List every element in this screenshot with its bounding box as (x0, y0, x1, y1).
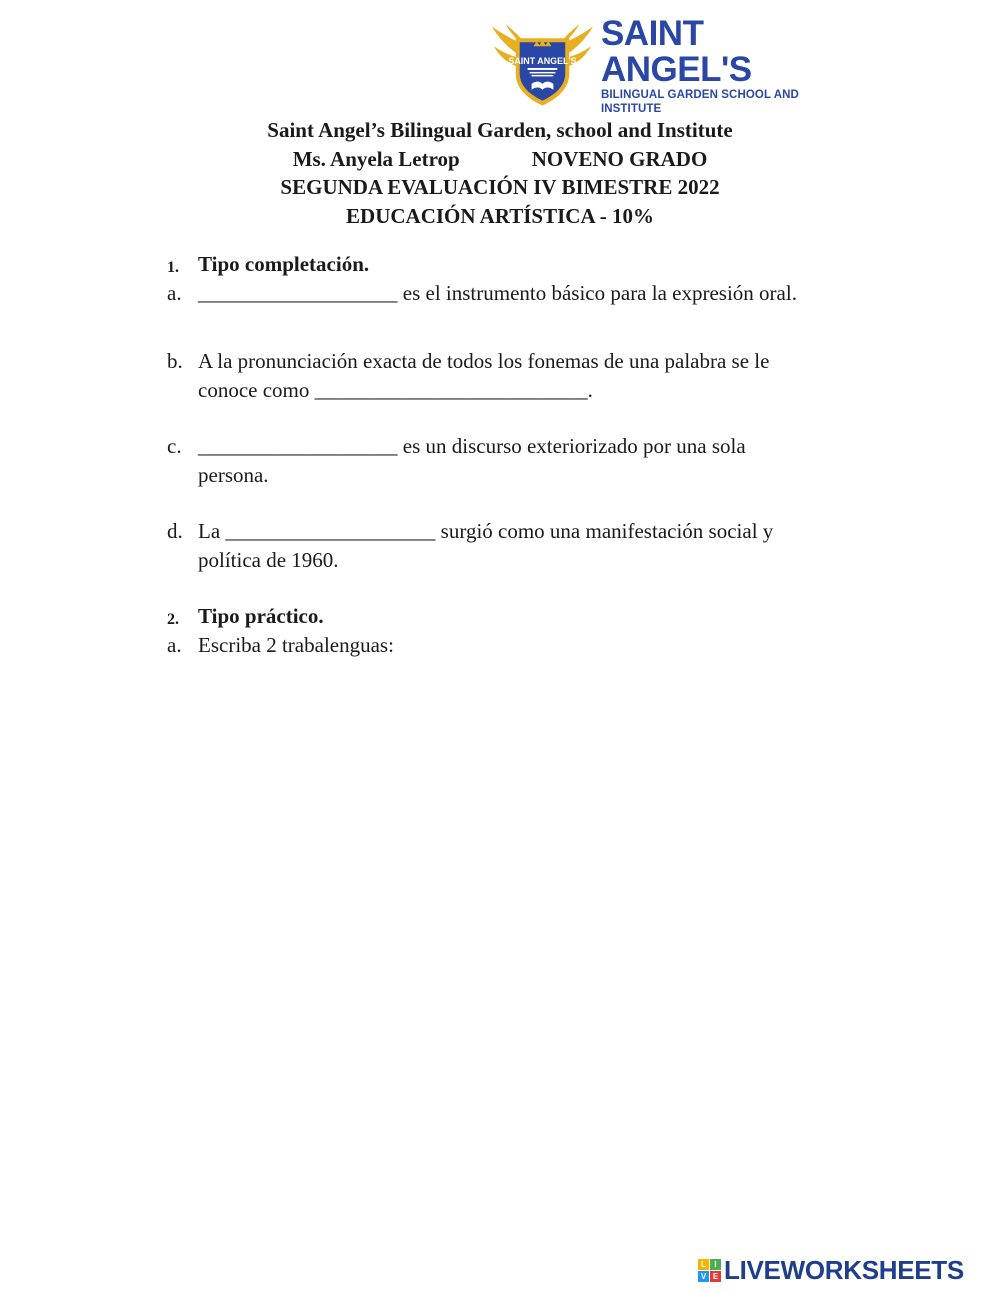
question-text: La (198, 519, 226, 543)
section-number: 1. (167, 259, 179, 276)
question-text: es un discurso exteriorizado por una sola (397, 434, 746, 458)
grade-label: NOVENO GRADO (531, 146, 708, 171)
answer-blank[interactable]: ___________________ (198, 281, 398, 305)
question-text: política de 1960. (198, 548, 339, 572)
answer-blank[interactable]: ____________________ (225, 519, 436, 543)
question-text: surgió como una manifestación social y (435, 519, 774, 543)
question-text: persona. (198, 463, 269, 487)
answer-blank[interactable]: __________________________ (314, 378, 588, 402)
crest-text: SAINT ANGEL'S (508, 56, 577, 67)
logo-subtitle: BILINGUAL GARDEN SCHOOL AND INSTITUTE (600, 89, 799, 115)
section-number: 2. (167, 611, 179, 628)
liveworksheets-text: LIVEWORKSHEETS (724, 1255, 964, 1285)
item-letter: a. (167, 281, 182, 305)
question-text: es el instrumento básico para la expresión oral. (397, 281, 797, 305)
item-letter: d. (167, 519, 183, 543)
section-title: Tipo práctico. (198, 604, 324, 628)
item-letter: c. (167, 434, 182, 458)
school-name: Saint Angel’s Bilingual Garden, school and Institute (267, 118, 733, 142)
logo-title: SAINT ANGEL'S (600, 14, 752, 89)
teacher-grade-line (0, 145, 1000, 174)
question-text: . (587, 378, 593, 402)
school-logo (490, 14, 860, 115)
answer-blank[interactable]: ___________________ (198, 434, 398, 458)
question-text: A la pronunciación exacta de todos los fonemas de una palabra se le (198, 349, 770, 373)
question-text: Escriba 2 trabalenguas: (198, 633, 394, 657)
item-letter: a. (167, 633, 182, 657)
section-title: Tipo completación. (198, 252, 370, 276)
liveworksheets-logo-icon: L I V E (698, 1259, 721, 1282)
liveworksheets-brand (698, 1255, 964, 1286)
exam-title: SEGUNDA EVALUACIÓN IV BIMESTRE 2022 (280, 175, 720, 199)
school-crest-icon (490, 24, 595, 108)
subject-title: EDUCACIÓN ARTÍSTICA - 10% (346, 203, 654, 228)
document-header (0, 116, 1000, 230)
question-text: conoce como (198, 378, 315, 402)
item-letter: b. (167, 349, 183, 373)
teacher-name: Ms. Anyela Letrop (292, 146, 460, 171)
